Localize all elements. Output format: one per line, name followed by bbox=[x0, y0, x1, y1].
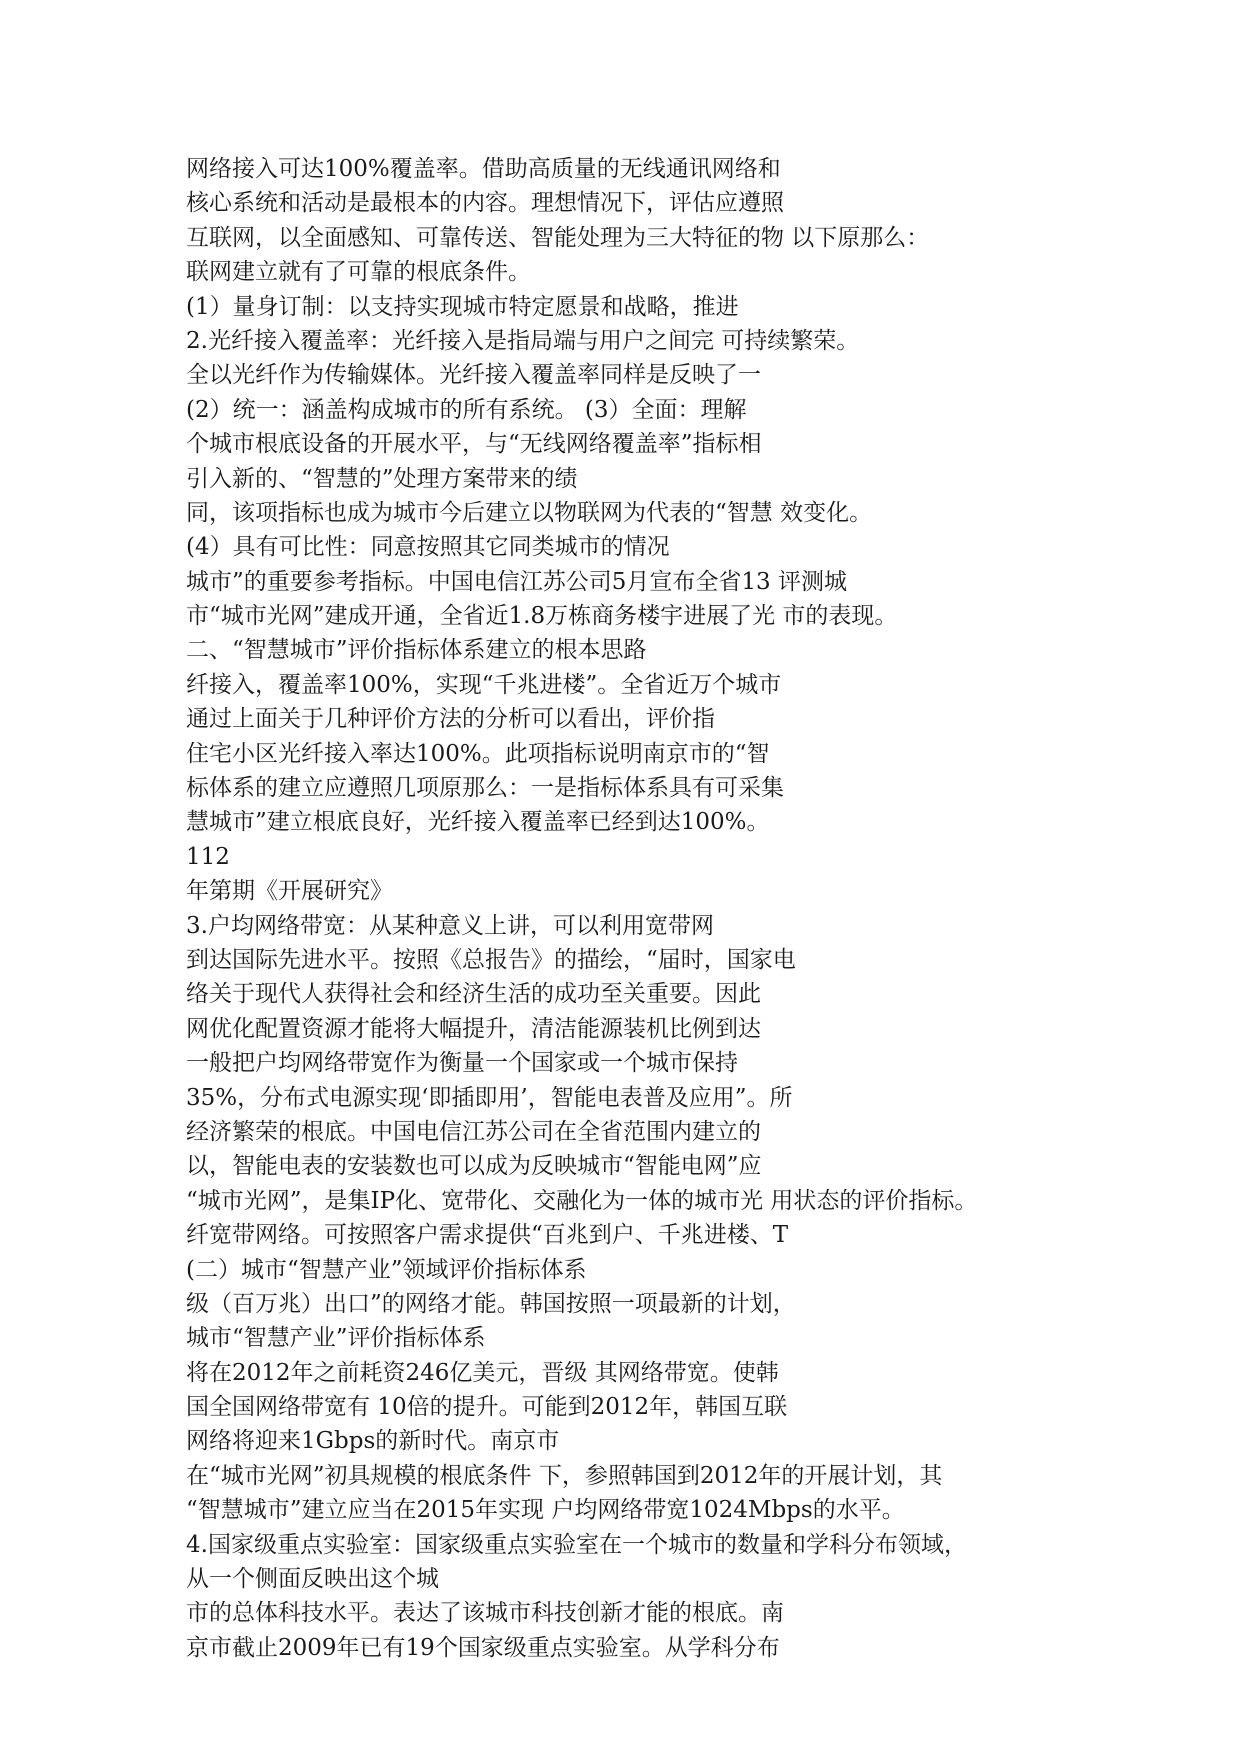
subsection-heading: 城市“智慧产业”评价指标体系 bbox=[186, 1325, 486, 1352]
text-line: 标体系的建立应遵照几项原那么：一是指标体系具有可采集 bbox=[186, 775, 784, 802]
text-line: 35%，分布式电源实现‘即插即用’，智能电表普及应用”。所 bbox=[186, 1084, 793, 1111]
text-line: 慧城市”建立根底良好，光纤接入覆盖率已经到达100%。 bbox=[186, 809, 770, 836]
text-line: “智慧城市”建立应当在2015年实现 户均网络带宽1024Mbps的水平。 bbox=[186, 1497, 905, 1524]
text-line: (4）具有可比性：同意按照其它同类城市的情况 bbox=[186, 534, 670, 561]
text-line: 市“城市光网”建成开通，全省近1.8万栋商务楼宇进展了光 市的表现。 bbox=[186, 603, 898, 630]
text-line: “城市光网”，是集IP化、宽带化、交融化为一体的城市光 用状态的评价指标。 bbox=[186, 1187, 978, 1214]
document-body bbox=[186, 152, 1206, 1665]
journal-header: 年第期《开展研究》 bbox=[186, 878, 393, 905]
text-line: 同，该项指标也成为城市今后建立以物联网为代表的“智慧 效变化。 bbox=[186, 499, 873, 526]
text-line: 网络接入可达100%覆盖率。借助高质量的无线通讯网络和 bbox=[186, 156, 781, 182]
text-line: 3.户均网络带宽：从某种意义上讲，可以利用宽带网 bbox=[186, 912, 714, 939]
text-line: 纤接入，覆盖率100%，实现“千兆进楼”。全省近万个城市 bbox=[186, 671, 782, 698]
text-line: 网络将迎来1Gbps的新时代。南京市 bbox=[186, 1428, 560, 1455]
text-line: 以，智能电表的安装数也可以成为反映城市“智能电网”应 bbox=[186, 1153, 762, 1180]
text-line: 网优化配置资源才能将大幅提升，清洁能源装机比例到达 bbox=[186, 1015, 761, 1042]
text-line: 级（百万兆）出口”的网络才能。韩国按照一项最新的计划， bbox=[186, 1290, 796, 1317]
text-line: 联网建立就有了可靠的根底条件。 bbox=[186, 259, 531, 286]
page-number: 112 bbox=[186, 843, 230, 870]
text-line: 一般把户均网络带宽作为衡量一个国家或一个城市保持 bbox=[186, 1050, 738, 1077]
text-line: 城市”的重要参考指标。中国电信江苏公司5月宣布全省13 评测城 bbox=[186, 568, 847, 595]
text-line: 将在2012年之前耗资246亿美元，晋级 其网络带宽。使韩 bbox=[186, 1359, 779, 1386]
text-line: 全以光纤作为传输媒体。光纤接入覆盖率同样是反映了一 bbox=[186, 362, 761, 389]
text-line: 到达国际先进水平。按照《总报告》的描绘，“届时，国家电 bbox=[186, 946, 796, 973]
text-line: 互联网，以全面感知、可靠传送、智能处理为三大特征的物 以下原那么： bbox=[186, 224, 930, 251]
text-line: 通过上面关于几种评价方法的分析可以看出，评价指 bbox=[186, 706, 715, 733]
text-line: 4.国家级重点实验室：国家级重点实验室在一个城市的数量和学科分布领域， bbox=[186, 1531, 967, 1558]
text-line: 市的总体科技水平。表达了该城市科技创新才能的根底。南 bbox=[186, 1600, 784, 1627]
text-line: 核心系统和活动是最根本的内容。理想情况下，评估应遵照 bbox=[186, 190, 784, 217]
text-line: (2）统一：涵盖构成城市的所有系统。 (3）全面：理解 bbox=[186, 396, 747, 423]
text-line: 2.光纤接入覆盖率：光纤接入是指局端与用户之间完 可持续繁荣。 bbox=[186, 327, 860, 354]
text-line: 纤宽带网络。可按照客户需求提供“百兆到户、千兆进楼、T bbox=[186, 1222, 789, 1249]
text-line: 经济繁荣的根底。中国电信江苏公司在全省范围内建立的 bbox=[186, 1118, 761, 1145]
text-line: 从一个侧面反映出这个城 bbox=[186, 1566, 439, 1593]
text-line: 络关于现代人获得社会和经济生活的成功至关重要。因此 bbox=[186, 981, 761, 1008]
text-line: 国全国网络带宽有 10倍的提升。可能到2012年，韩国互联 bbox=[186, 1394, 788, 1421]
text-line: 引入新的、“智慧的”处理方案带来的绩 bbox=[186, 465, 578, 492]
text-line: 在“城市光网”初具规模的根底条件 下，参照韩国到2012年的开展计划，其 bbox=[186, 1462, 943, 1489]
section-heading: (二）城市“智慧产业”领域评价指标体系 bbox=[186, 1256, 587, 1283]
text-line: 住宅小区光纤接入率达100%。此项指标说明南京市的“智 bbox=[186, 740, 770, 767]
text-line: 京市截止2009年已有19个国家级重点实验室。从学科分布 bbox=[186, 1634, 780, 1661]
section-heading: 二、“智慧城市”评价指标体系建立的根本思路 bbox=[186, 637, 647, 664]
text-line: 个城市根底设备的开展水平，与“无线网络覆盖率”指标相 bbox=[186, 431, 762, 458]
text-line: (1）量身订制：以支持实现城市特定愿景和战略，推进 bbox=[186, 293, 739, 320]
